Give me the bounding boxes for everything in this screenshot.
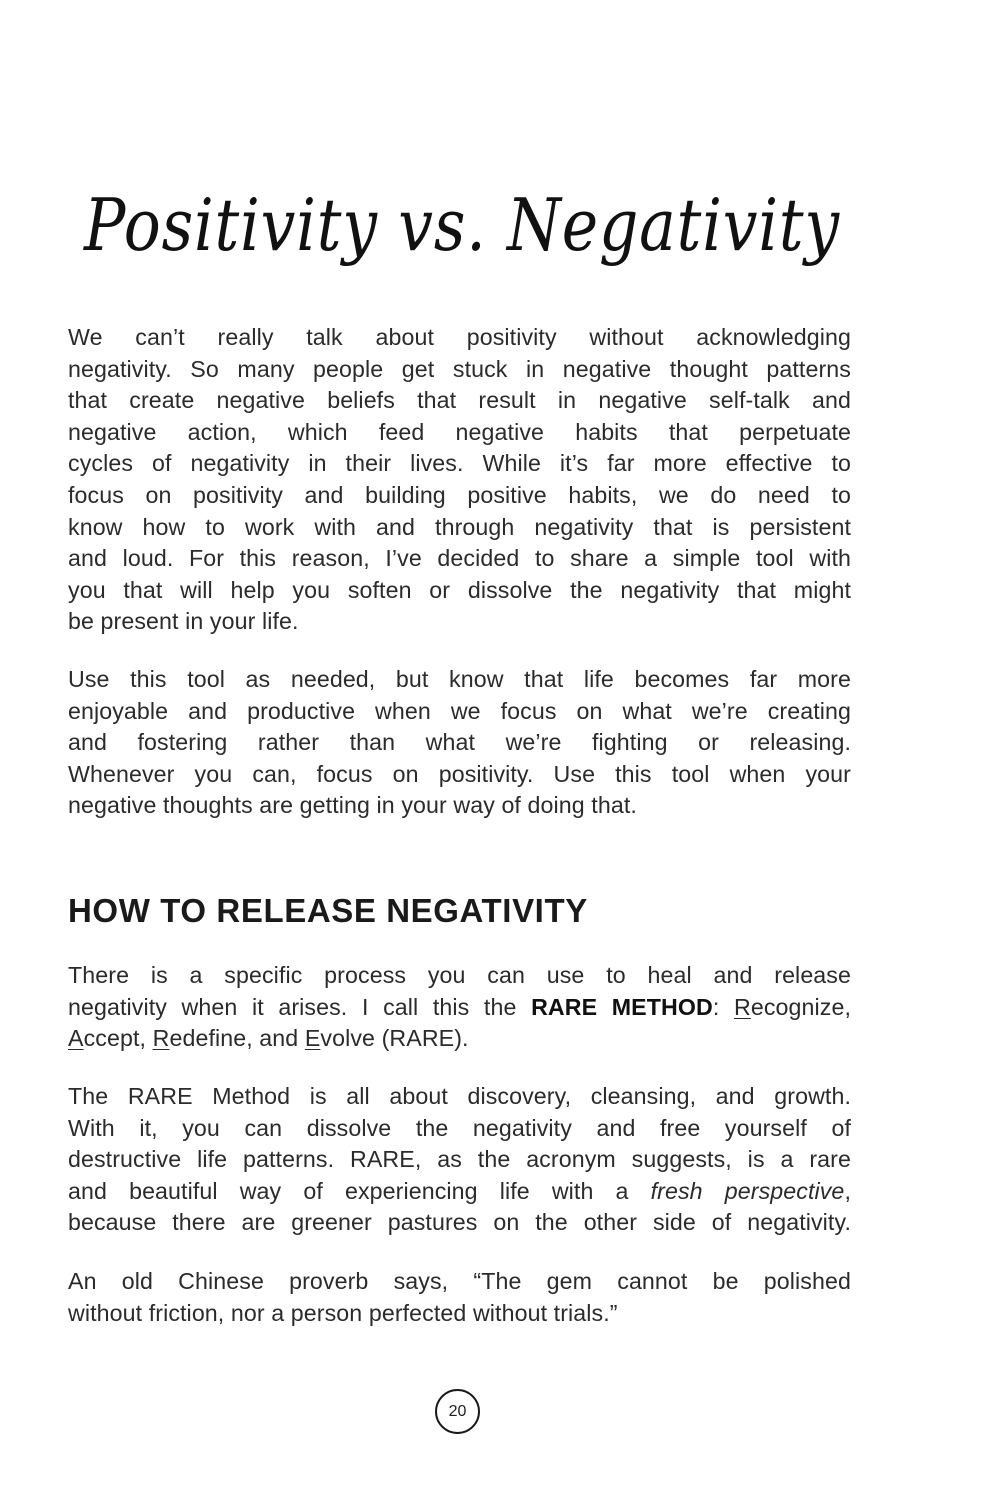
text-line: and fostering rather than what we’re fighting or releasing.	[68, 729, 851, 756]
text-line: without friction, nor a person perfected without trials.”	[68, 1299, 618, 1326]
paragraph-rare-intro	[68, 960, 851, 1055]
text-line: There is a specific process you can use to heal and release	[68, 962, 851, 988]
acronym-letter-e: E	[304, 1025, 321, 1052]
text-fragment: edefine, and	[169, 1025, 305, 1052]
text-line: destructive life patterns. RARE, as the acronym suggests, is a rare	[68, 1146, 851, 1173]
text-line	[68, 992, 851, 1024]
paragraph-intro	[68, 322, 851, 638]
text-line: that create negative beliefs that result in negative self-talk and	[68, 387, 851, 414]
text-line: enjoyable and productive when we focus on what we’re creating	[68, 697, 851, 724]
text-line: The RARE Method is all about discovery, cleansing, and growth.	[68, 1083, 851, 1109]
text-line: cycles of negativity in their lives. While it’s far more effective to	[68, 450, 851, 477]
acronym-letter-r: R	[152, 1025, 170, 1052]
text-fragment: ,	[844, 1177, 851, 1204]
page-number: 20	[448, 1402, 467, 1420]
text-line: An old Chinese proverb says, “The gem cannot be polished	[68, 1268, 851, 1294]
acronym-letter-r: R	[733, 993, 751, 1020]
text-line: be present in your life.	[68, 608, 299, 635]
text-line: We can’t really talk about positivity without acknowledging	[68, 324, 851, 350]
paragraph-proverb	[68, 1266, 851, 1329]
paragraph-use-tool	[68, 664, 851, 822]
text-fragment: :	[712, 993, 734, 1020]
text-line: Whenever you can, focus on positivity. Use this tool when your	[68, 760, 851, 787]
text-line	[68, 1176, 851, 1208]
text-line: you that will help you soften or dissolve the negativity that might	[68, 576, 851, 603]
text-line: With it, you can dissolve the negativity and free yourself of	[68, 1114, 851, 1141]
text-fragment: and beautiful way of experiencing life with a	[68, 1177, 651, 1204]
text-fragment: ccept,	[83, 1025, 153, 1052]
text-fragment: negativity when it arises. I call this the	[68, 993, 532, 1020]
text-line: know how to work with and through negativity that is persistent	[68, 513, 851, 540]
page-title-text: Positivity vs. Negativity	[82, 183, 841, 267]
text-line: and loud. For this reason, I’ve decided to share a simple tool with	[68, 545, 851, 572]
page-title	[78, 178, 848, 288]
text-line: negative thoughts are getting in your way of doing that.	[68, 792, 637, 819]
text-line: negativity. So many people get stuck in negative thought patterns	[68, 355, 851, 382]
text-line: negative action, which feed negative habits that perpetuate	[68, 418, 851, 445]
text-line: Use this tool as needed, but know that life becomes far more	[68, 666, 851, 692]
rare-method-label: RARE METHOD	[531, 993, 713, 1020]
text-line: focus on positivity and building positive habits, we do need to	[68, 481, 851, 508]
text-fragment: ecognize,	[750, 993, 851, 1020]
text-fragment: volve (RARE).	[320, 1025, 469, 1052]
text-line: because there are greener pastures on the other side of negativity.	[68, 1209, 851, 1236]
paragraph-rare-method	[68, 1081, 851, 1239]
page-number-badge	[435, 1389, 480, 1434]
italic-emphasis: fresh perspective	[650, 1177, 845, 1204]
script-title-graphic	[78, 178, 848, 288]
acronym-letter-a: A	[68, 1025, 84, 1052]
text-line	[68, 1023, 851, 1055]
section-heading: HOW TO RELEASE NEGATIVITY	[68, 892, 588, 929]
